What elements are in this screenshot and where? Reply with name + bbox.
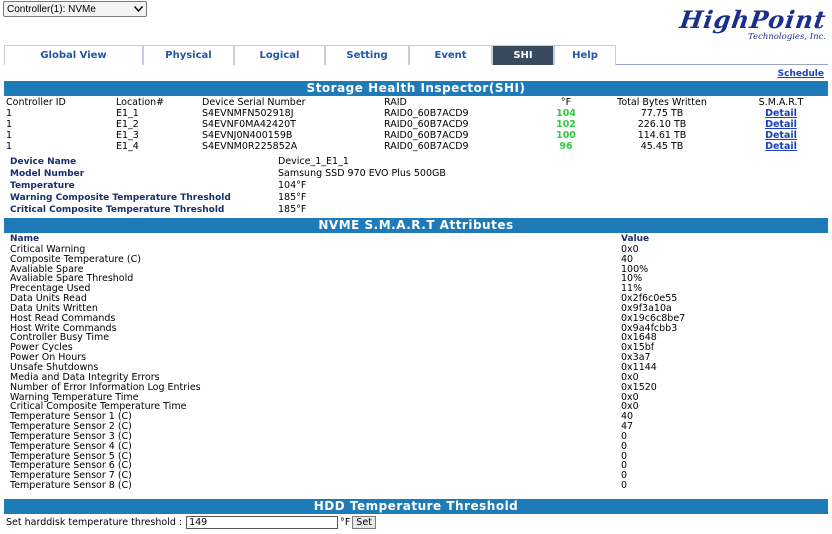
attr-name: Controller Busy Time	[10, 332, 110, 344]
attr-value: 0x1520	[621, 381, 657, 393]
attr-row	[10, 274, 826, 284]
info-label: Device Name	[10, 157, 77, 167]
device-table-header	[4, 97, 828, 108]
device-table	[4, 97, 828, 152]
cell-location: E1_1	[116, 108, 139, 119]
info-label: Temperature	[10, 181, 75, 191]
attr-name: Temperature Sensor 7 (C)	[10, 470, 132, 482]
attr-name: Power Cycles	[10, 342, 73, 354]
info-row	[10, 168, 446, 180]
attr-value: 0x2f6c0e55	[621, 293, 678, 305]
attr-row	[10, 461, 826, 471]
attr-value: 0	[621, 450, 628, 462]
threshold-form	[6, 516, 376, 529]
attr-row	[10, 284, 826, 294]
attr-value: 0x0	[621, 371, 639, 383]
table-row	[4, 108, 828, 119]
cell-location: E1_3	[116, 130, 139, 141]
attr-name: Critical Warning	[10, 243, 86, 255]
attr-row	[10, 442, 826, 452]
attr-row	[10, 294, 826, 304]
attr-value: 0	[621, 460, 628, 472]
cell-location: E1_2	[116, 119, 139, 130]
nvme-title-bar: NVME S.M.A.R.T Attributes	[4, 218, 828, 233]
attr-name: Avaliable Spare Threshold	[10, 273, 134, 285]
col-controller-id: Controller ID	[6, 97, 66, 108]
attr-value: 0x0	[621, 243, 639, 255]
attr-row	[10, 314, 826, 324]
attr-name: Power On Hours	[10, 352, 87, 364]
attr-list	[10, 245, 826, 491]
cell-controller: 1	[6, 119, 13, 130]
attr-name: Host Read Commands	[10, 312, 116, 324]
info-row	[10, 192, 446, 204]
attr-row	[10, 324, 826, 334]
info-value: Samsung SSD 970 EVO Plus 500GB	[278, 168, 446, 179]
cell-temp: 102	[556, 119, 576, 130]
attr-row	[10, 304, 826, 314]
attr-name: Temperature Sensor 4 (C)	[10, 440, 132, 452]
attr-row	[10, 402, 826, 412]
attr-row	[10, 333, 826, 343]
main-tabs	[4, 45, 828, 65]
logo-brand: HighPoint	[677, 5, 829, 34]
attr-name: Temperature Sensor 2 (C)	[10, 421, 132, 433]
cell-raid: RAID0_60B7ACD9	[384, 141, 469, 152]
info-label: Critical Composite Temperature Threshold	[10, 205, 225, 215]
attr-name: Avaliable Spare	[10, 263, 84, 275]
threshold-input[interactable]: 149	[186, 516, 338, 529]
attr-value: 0	[621, 470, 628, 482]
tab-event[interactable]: Event	[409, 45, 492, 65]
attr-row	[10, 452, 826, 462]
attr-row	[10, 432, 826, 442]
attr-value: 40	[621, 411, 634, 423]
info-label: Model Number	[10, 169, 85, 179]
threshold-label: Set harddisk temperature threshold :	[6, 517, 183, 528]
info-row	[10, 204, 446, 216]
threshold-unit: °F	[340, 517, 351, 528]
attr-row	[10, 353, 826, 363]
tab-logical[interactable]: Logical	[234, 45, 325, 65]
cell-serial: S4EVNMFN502918J	[202, 108, 294, 119]
logo-subtitle: Technologies, Inc.	[748, 32, 826, 42]
attr-value: 0x19c6c8be7	[621, 312, 686, 324]
attr-value: 0x15bf	[621, 342, 655, 354]
info-value: 185°F	[278, 192, 307, 203]
shi-title-bar: Storage Health Inspector(SHI)	[4, 81, 828, 96]
attr-value: 47	[621, 421, 634, 433]
col-raid: RAID	[384, 97, 407, 108]
attr-value: 11%	[621, 283, 643, 295]
attr-value: 0x9a4fcbb3	[621, 322, 678, 334]
smart-detail-link[interactable]: Detail	[765, 130, 797, 141]
attr-header-name: Name	[10, 234, 40, 244]
attr-value: 10%	[621, 273, 643, 285]
attr-header-value: Value	[621, 234, 650, 244]
schedule-link[interactable]: Schedule	[777, 69, 824, 79]
table-row	[4, 130, 828, 141]
attr-name: Temperature Sensor 3 (C)	[10, 430, 132, 442]
tab-shi[interactable]: SHI	[492, 45, 554, 65]
cell-location: E1_4	[116, 141, 139, 152]
smart-detail-link[interactable]: Detail	[765, 108, 797, 119]
set-button[interactable]: Set	[352, 516, 376, 529]
tab-help[interactable]: Help	[554, 45, 616, 65]
attr-value: 0	[621, 440, 628, 452]
col-tbw: Total Bytes Written	[617, 97, 707, 108]
smart-attributes	[10, 235, 826, 491]
cell-controller: 1	[6, 141, 13, 152]
cell-tbw: 77.75 TB	[640, 108, 684, 119]
attr-value: 0x1144	[621, 361, 657, 373]
attr-name: Composite Temperature (C)	[10, 253, 141, 265]
info-value: Device_1_E1_1	[278, 156, 349, 167]
attr-name: Unsafe Shutdowns	[10, 361, 99, 373]
col-smart: S.M.A.R.T	[758, 97, 804, 108]
attr-name: Precentage Used	[10, 283, 91, 295]
highpoint-logo	[626, 5, 829, 42]
col-serial: Device Serial Number	[202, 97, 306, 108]
hdd-title-bar: HDD Temperature Threshold	[4, 499, 828, 514]
attr-row	[10, 343, 826, 353]
attr-name: Temperature Sensor 6 (C)	[10, 460, 132, 472]
cell-controller: 1	[6, 108, 13, 119]
attr-name: Media and Data Integrity Errors	[10, 371, 160, 383]
attr-header	[10, 235, 826, 245]
info-row	[10, 180, 446, 192]
tab-global-view[interactable]: Global View	[4, 45, 143, 65]
attr-row	[10, 255, 826, 265]
attr-name: Temperature Sensor 8 (C)	[10, 480, 132, 492]
attr-value: 0	[621, 480, 628, 492]
cell-temp: 104	[556, 108, 576, 119]
cell-raid: RAID0_60B7ACD9	[384, 108, 469, 119]
controller-select[interactable]	[3, 1, 147, 17]
table-row	[4, 141, 828, 152]
cell-serial: S4EVNM0R225852A	[202, 141, 298, 152]
tab-setting[interactable]: Setting	[325, 45, 409, 65]
info-row	[10, 156, 446, 168]
attr-row	[10, 481, 826, 491]
cell-tbw: 226.10 TB	[637, 119, 687, 130]
info-value: 185°F	[278, 204, 307, 215]
col-location: Location#	[116, 97, 165, 108]
attr-name: Warning Temperature Time	[10, 391, 139, 403]
attr-value: 0x0	[621, 401, 639, 413]
cell-raid: RAID0_60B7ACD9	[384, 130, 469, 141]
attr-name: Temperature Sensor 5 (C)	[10, 450, 132, 462]
attr-row	[10, 471, 826, 481]
cell-tbw: 114.61 TB	[637, 130, 687, 141]
smart-detail-link[interactable]: Detail	[765, 119, 797, 130]
cell-temp: 96	[559, 141, 573, 152]
attr-name: Number of Error Information Log Entries	[10, 381, 201, 393]
cell-raid: RAID0_60B7ACD9	[384, 119, 469, 130]
info-label: Warning Composite Temperature Threshold	[10, 193, 231, 203]
table-row	[4, 119, 828, 130]
device-info	[10, 156, 446, 216]
attr-value: 0x0	[621, 391, 639, 403]
attr-row	[10, 422, 826, 432]
smart-detail-link[interactable]: Detail	[765, 141, 797, 152]
cell-controller: 1	[6, 130, 13, 141]
attr-name: Host Write Commands	[10, 322, 117, 334]
controller-select-value: Controller(1): NVMe	[7, 3, 96, 15]
cell-temp: 100	[556, 130, 576, 141]
attr-row	[10, 412, 826, 422]
attr-value: 100%	[621, 263, 649, 275]
attr-name: Data Units Read	[10, 293, 87, 305]
attr-value: 0x3a7	[621, 352, 651, 364]
tab-physical[interactable]: Physical	[143, 45, 234, 65]
attr-name: Data Units Written	[10, 302, 98, 314]
attr-value: 40	[621, 253, 634, 265]
attr-value: 0x9f3a10a	[621, 302, 672, 314]
attr-name: Temperature Sensor 1 (C)	[10, 411, 132, 423]
cell-serial: S4EVNF0MA42420T	[202, 119, 296, 130]
attr-value: 0	[621, 430, 628, 442]
col-temp: °F	[560, 97, 572, 108]
cell-tbw: 45.45 TB	[640, 141, 684, 152]
info-value: 104°F	[278, 180, 307, 191]
attr-name: Critical Composite Temperature Time	[10, 401, 187, 413]
cell-serial: S4EVNJ0N400159B	[202, 130, 293, 141]
attr-value: 0x1648	[621, 332, 657, 344]
chevron-down-icon	[133, 4, 143, 14]
